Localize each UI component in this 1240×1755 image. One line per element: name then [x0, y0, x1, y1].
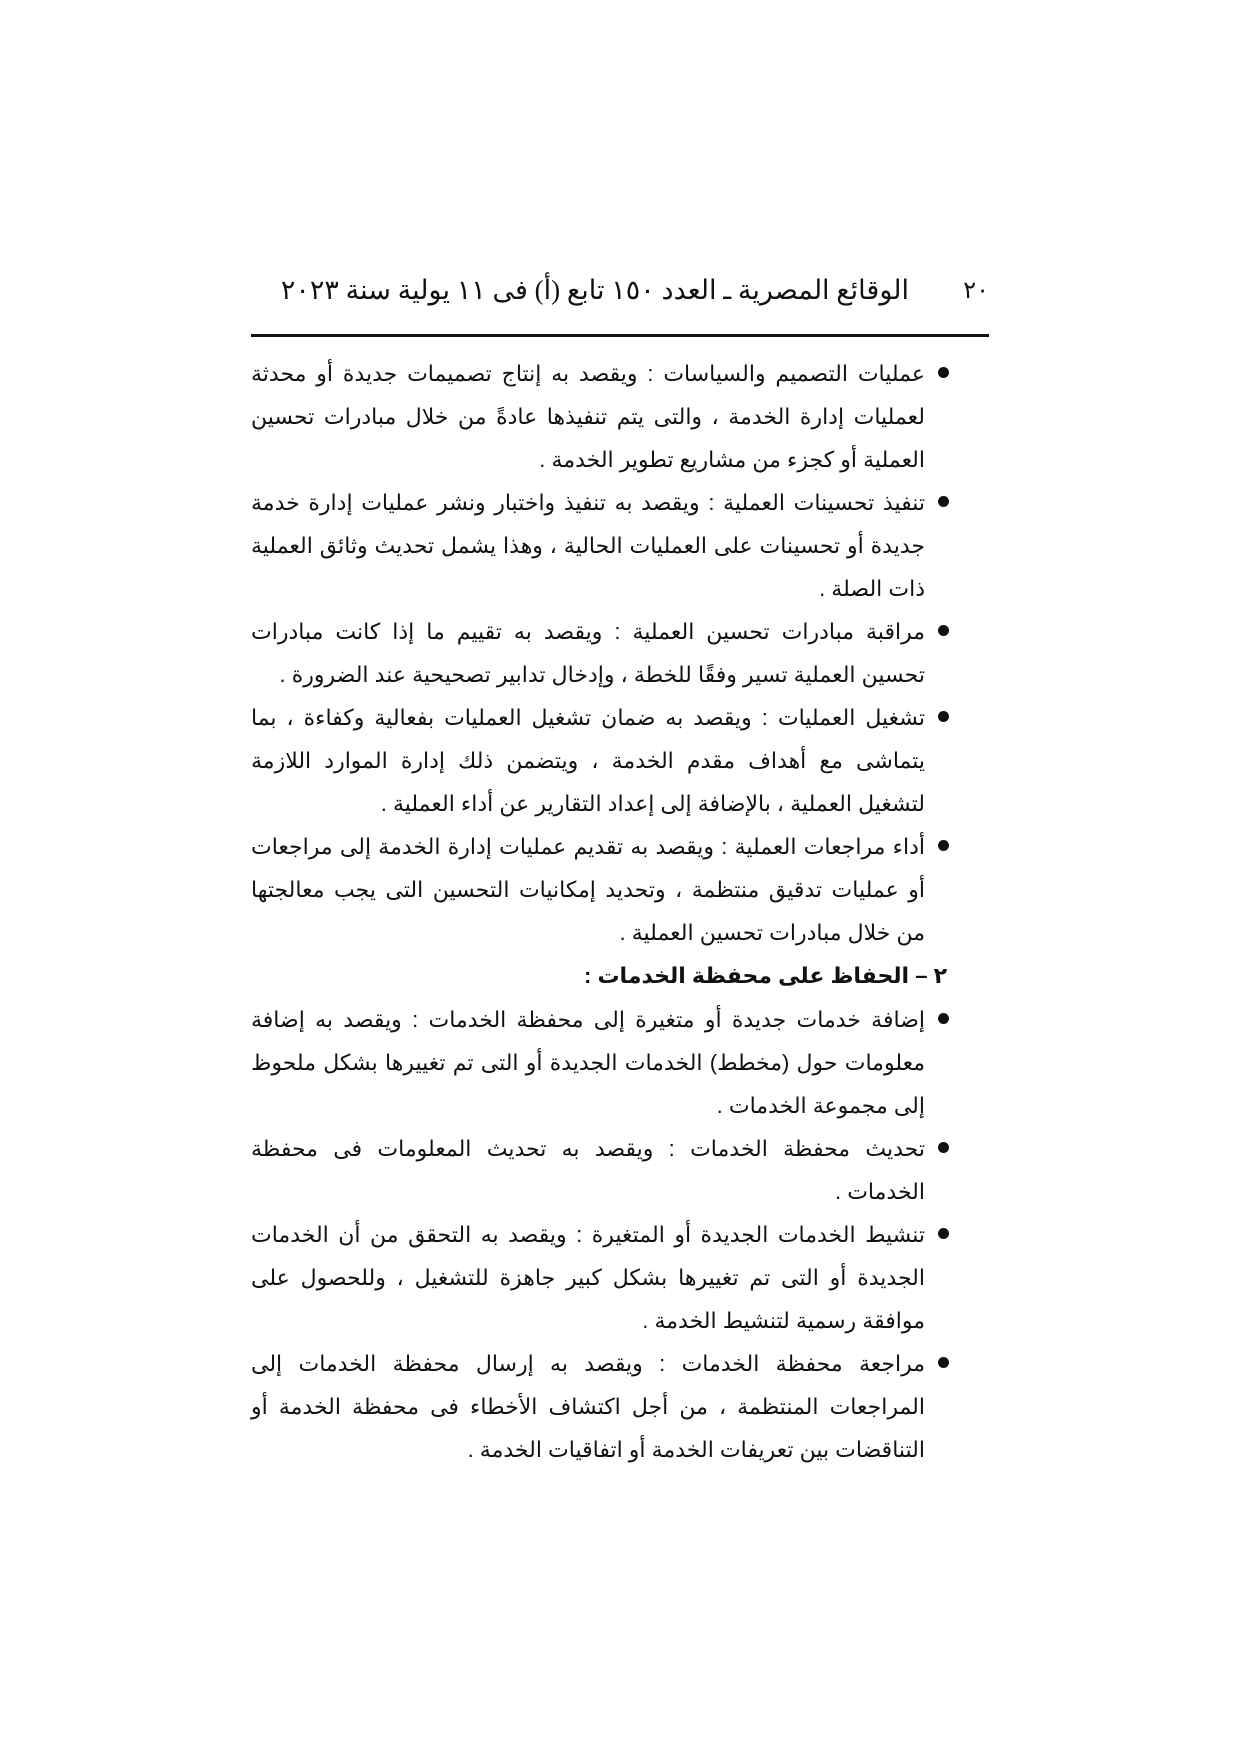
list-item-text: تنفيذ تحسينات العملية : ويقصد به تنفيذ واختبار ونشر عمليات إدارة خدمة جديدة أو تحسينات على العمليات الحالية ، وهذا يشمل تحديث وثائق العملية ذات الصلة .	[251, 490, 925, 601]
page-number: ٢٠	[963, 277, 989, 304]
header-rule	[251, 334, 989, 337]
list-item-text: تنشيط الخدمات الجديدة أو المتغيرة : ويقصد به التحقق من أن الخدمات الجديدة أو التى تم تغييرها بشكل كبير جاهزة للتشغيل ، وللحصول على موافقة رسمية لتنشيط الخدمة .	[251, 1222, 925, 1333]
list-item	[251, 481, 949, 610]
document-body	[251, 352, 949, 1471]
list-item	[251, 352, 949, 481]
bullet-icon	[938, 711, 949, 722]
list-item-text: مراجعة محفظة الخدمات : ويقصد به إرسال محفظة الخدمات إلى المراجعات المنتظمة ، من أجل اكتشاف الأخطاء فى محفظة الخدمة أو التناقضات بين تعريفات الخدمة أو اتفاقيات الخدمة .	[251, 1351, 925, 1462]
list-item	[251, 998, 949, 1127]
bullet-icon	[938, 625, 949, 636]
section-1-list	[251, 352, 949, 954]
list-item	[251, 610, 949, 696]
bullet-icon	[938, 840, 949, 851]
list-item	[251, 696, 949, 825]
bullet-icon	[938, 1228, 949, 1239]
list-item-text: مراقبة مبادرات تحسين العملية : ويقصد به تقييم ما إذا كانت مبادرات تحسين العملية تسير وفقًا للخطة ، وإدخال تدابير تصحيحية عند الضرورة .	[251, 619, 925, 687]
list-item-text: إضافة خدمات جديدة أو متغيرة إلى محفظة الخدمات : ويقصد به إضافة معلومات حول (مخطط) الخدمات الجديدة أو التى تم تغييرها بشكل ملحوظ إلى مجموعة الخدمات .	[251, 1007, 925, 1118]
bullet-icon	[938, 1013, 949, 1024]
section-2-list	[251, 998, 949, 1471]
list-item	[251, 1213, 949, 1342]
list-item	[251, 825, 949, 954]
list-item-text: تحديث محفظة الخدمات : ويقصد به تحديث المعلومات فى محفظة الخدمات .	[251, 1136, 925, 1204]
list-item-text: تشغيل العمليات : ويقصد به ضمان تشغيل العمليات بفعالية وكفاءة ، بما يتماشى مع أهداف مقدم الخدمة ، ويتضمن ذلك إدارة الموارد اللازمة لتشغيل العملية ، بالإضافة إلى إعداد التقارير عن أداء العملية .	[251, 705, 926, 816]
list-item	[251, 1342, 949, 1471]
page-header	[251, 270, 989, 310]
bullet-icon	[938, 367, 949, 378]
bullet-icon	[938, 1357, 949, 1368]
list-item-text: عمليات التصميم والسياسات : ويقصد به إنتاج تصميمات جديدة أو محدثة لعمليات إدارة الخدمة ، والتى يتم تنفيذها عادةً من خلال مبادرات تحسين العملية أو كجزء من مشاريع تطوير الخدمة .	[251, 361, 925, 472]
running-title: الوقائع المصرية ـ العدد ١٥٠ تابع (أ) فى ١١ يولية سنة ٢٠٢٣	[280, 275, 909, 305]
list-item-text: أداء مراجعات العملية : ويقصد به تقديم عمليات إدارة الخدمة إلى مراجعات أو عمليات تدقيق منتظمة ، وتحديد إمكانيات التحسين التى يجب معالجتها من خلال مبادرات تحسين العملية .	[251, 834, 925, 945]
list-item	[251, 1127, 949, 1213]
section-heading: ٢ – الحفاظ على محفظة الخدمات :	[584, 963, 947, 988]
bullet-icon	[938, 496, 949, 507]
bullet-icon	[938, 1142, 949, 1153]
